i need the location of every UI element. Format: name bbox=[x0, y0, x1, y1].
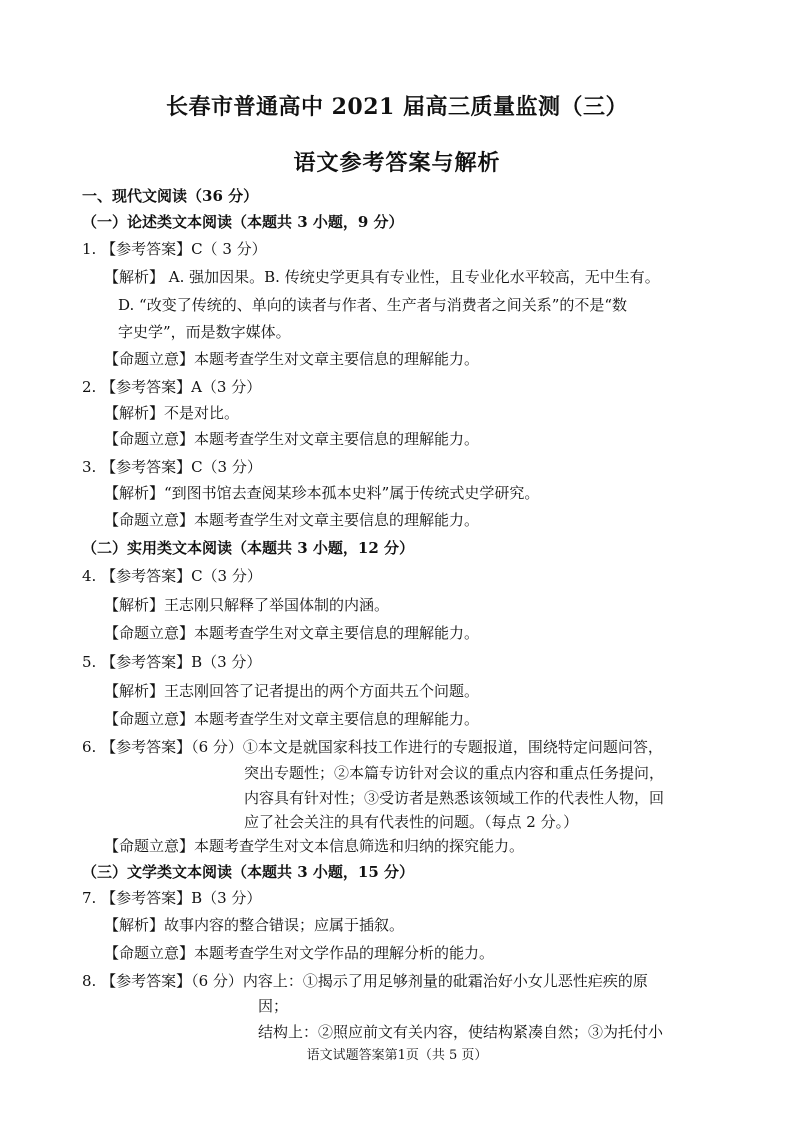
page-footer: 语文试题答案第1页（共 5 页） bbox=[306, 1048, 488, 1063]
q4-analysis: 【解析】王志刚只解释了举国体制的内涵。 bbox=[104, 596, 390, 614]
q3-intent: 【命题立意】本题考查学生对文章主要信息的理解能力。 bbox=[104, 511, 480, 529]
subsection-heading-argumentative: （一）论述类文本阅读（本题共 3 小题，9 分） bbox=[82, 213, 404, 231]
q6-answer-line1: 6. 【参考答案】（6 分）①本文是就国家科技工作进行的专题报道，围绕特定问题问答， bbox=[82, 738, 663, 756]
page-title: 长春市普通高中 2021 届高三质量监测（三） bbox=[165, 94, 629, 120]
q7-answer: 7. 【参考答案】B（3 分） bbox=[82, 889, 262, 907]
q1-analysis-line2: D. “改变了传统的、单向的读者与作者、生产者与消费者之间关系”的不是“数 bbox=[118, 296, 628, 314]
q8-answer-line2: 因； bbox=[258, 997, 289, 1015]
q1-answer: 1. 【参考答案】C（ 3 分） bbox=[82, 240, 267, 258]
section-heading-modern-reading: 一、现代文阅读（36 分） bbox=[82, 187, 259, 205]
q3-analysis: 【解析】“到图书馆去查阅某珍本孤本史料”属于传统式史学研究。 bbox=[104, 484, 540, 502]
subsection-heading-practical: （二）实用类文本阅读（本题共 3 小题，12 分） bbox=[82, 539, 414, 557]
q5-analysis: 【解析】王志刚回答了记者提出的两个方面共五个问题。 bbox=[104, 682, 480, 700]
q4-answer: 4. 【参考答案】C（3 分） bbox=[82, 567, 262, 585]
q1-analysis-line3: 字史学”，而是数字媒体。 bbox=[118, 323, 291, 341]
q1-intent: 【命题立意】本题考查学生对文章主要信息的理解能力。 bbox=[104, 350, 480, 368]
q6-answer-line2: 突出专题性；②本篇专访针对会议的重点内容和重点任务提问， bbox=[244, 764, 665, 782]
q6-answer-line3: 内容具有针对性；③受访者是熟悉该领域工作的代表性人物，回 bbox=[244, 789, 665, 807]
q2-intent: 【命题立意】本题考查学生对文章主要信息的理解能力。 bbox=[104, 430, 480, 448]
q7-analysis: 【解析】故事内容的整合错误；应属于插叙。 bbox=[104, 916, 405, 934]
page-subtitle: 语文参考答案与解析 bbox=[293, 150, 501, 176]
q2-analysis: 【解析】不是对比。 bbox=[104, 404, 240, 422]
q5-answer: 5. 【参考答案】B（3 分） bbox=[82, 653, 262, 671]
q4-intent: 【命题立意】本题考查学生对文章主要信息的理解能力。 bbox=[104, 624, 480, 642]
q3-answer: 3. 【参考答案】C（3 分） bbox=[82, 458, 262, 476]
q8-answer-line1: 8. 【参考答案】（6 分）内容上：①揭示了用足够剂量的砒霜治好小女儿恶性疟疾的原 bbox=[82, 972, 648, 990]
q7-intent: 【命题立意】本题考查学生对文学作品的理解分析的能力。 bbox=[104, 944, 495, 962]
q1-analysis-line1: 【解析】 A. 强加因果。B. 传统史学更具有专业性，且专业化水平较高，无中生有。 bbox=[104, 268, 660, 286]
subsection-heading-literary: （三）文学类文本阅读（本题共 3 小题，15 分） bbox=[82, 863, 414, 881]
q6-answer-line4: 应了社会关注的具有代表性的问题。（每点 2 分。） bbox=[244, 813, 579, 831]
q2-answer: 2. 【参考答案】A（3 分） bbox=[82, 378, 262, 396]
q6-intent: 【命题立意】本题考查学生对文本信息筛选和归纳的探究能力。 bbox=[104, 837, 525, 855]
q5-intent: 【命题立意】本题考查学生对文章主要信息的理解能力。 bbox=[104, 710, 480, 728]
q8-answer-line3: 结构上：②照应前文有关内容，使结构紧凑自然；③为托付小 bbox=[258, 1023, 664, 1041]
